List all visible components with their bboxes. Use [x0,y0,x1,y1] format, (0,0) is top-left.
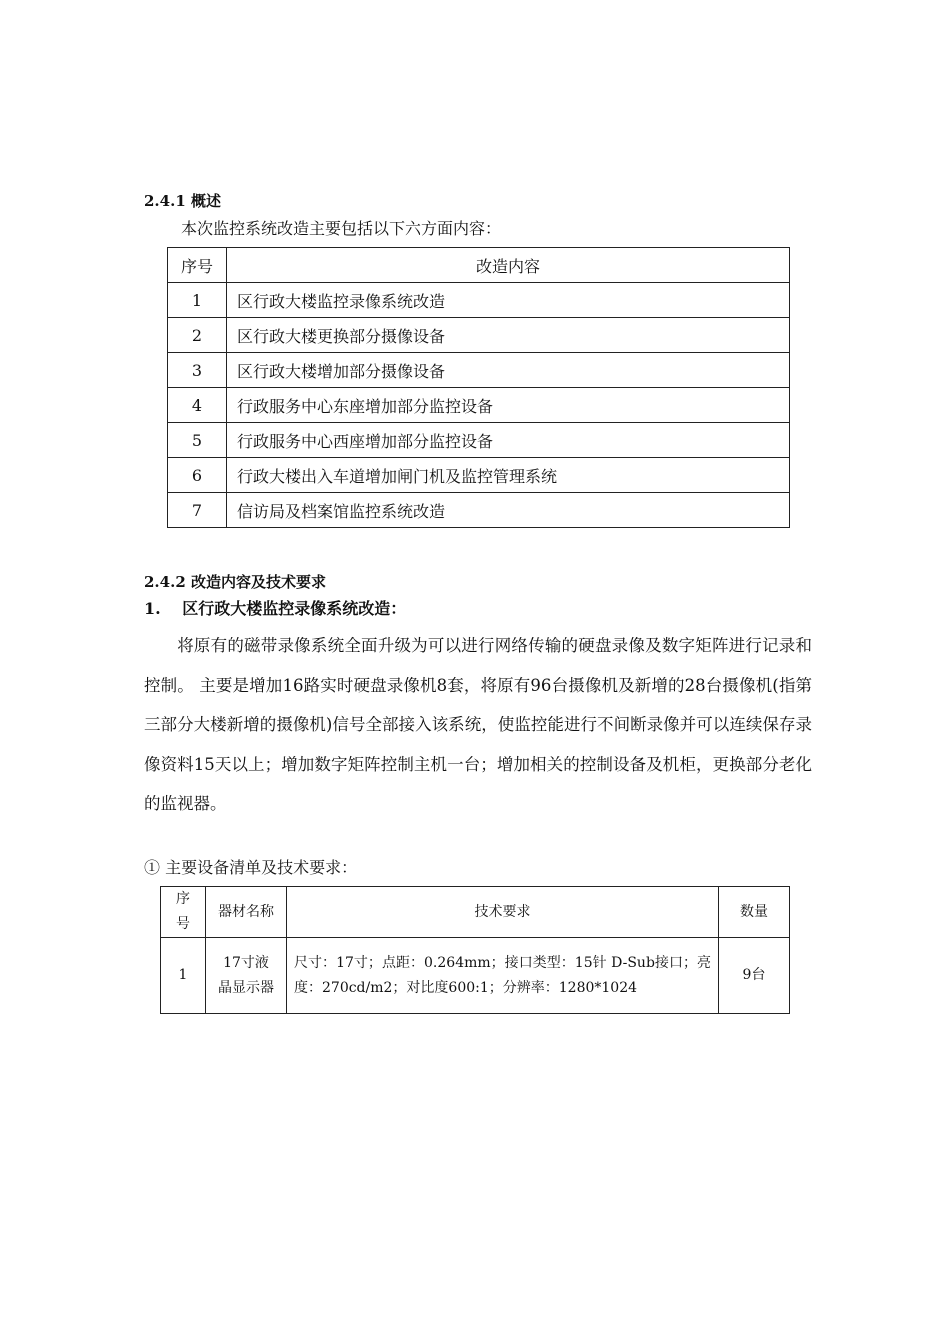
header-cell-qty: 数量 [719,887,790,938]
row-content: 行政服务中心东座增加部分监控设备 [227,388,790,423]
subheading-item-1: 1. 区行政大楼监控录像系统改造： [144,599,407,618]
row-content: 行政大楼出入车道增加闸门机及监控管理系统 [227,458,790,493]
row-no: 3 [168,353,227,388]
table-row [168,388,790,423]
row-qty: 9台 [719,938,790,1014]
row-content: 行政服务中心西座增加部分监控设备 [227,423,790,458]
renovation-table [167,247,790,528]
table-row [168,493,790,528]
table-row [168,423,790,458]
table-row [168,283,790,318]
section-heading-overview: 2.4.1 概述 [144,192,221,210]
body-paragraph [144,626,812,824]
equipment-list-title: ① 主要设备清单及技术要求： [144,858,358,877]
header-cell-name: 器材名称 [206,887,287,938]
table-row [168,318,790,353]
intro-text: 本次监控系统改造主要包括以下六方面内容： [181,219,502,238]
row-content: 区行政大楼更换部分摄像设备 [227,318,790,353]
row-content: 区行政大楼监控录像系统改造 [227,283,790,318]
row-no: 4 [168,388,227,423]
row-content: 区行政大楼增加部分摄像设备 [227,353,790,388]
equipment-table [160,886,790,1014]
body-paragraph-text: 将原有的磁带录像系统全面升级为可以进行网络传输的硬盘录像及数字矩阵进行记录和控制。 主要是增加16路实时硬盘录像机8套，将原有96台摄像机及新增的28台摄像机(指第三部分大楼新增的摄像机)信号全部接入该系统，使监控能进行不间断录像并可以连续保存录像资料15天以上；增加数字矩阵控制主机一台；增加相关的控制设备及机柜，更换部分老化的监视器。 [144,636,812,813]
header-cell-spec: 技术要求 [287,887,719,938]
table-row [168,353,790,388]
row-no: 1 [161,938,206,1014]
header-cell-no: 序号 [168,248,227,283]
section-heading-requirements: 2.4.2 改造内容及技术要求 [144,573,326,591]
row-no: 7 [168,493,227,528]
table-row [168,458,790,493]
table-row [161,938,790,1014]
table-header-row [161,887,790,938]
row-no: 2 [168,318,227,353]
header-cell-no: 序号 [161,887,206,938]
row-no: 6 [168,458,227,493]
row-name: 17寸液晶显示器 [206,938,287,1014]
row-no: 5 [168,423,227,458]
header-cell-content: 改造内容 [227,248,790,283]
row-content: 信访局及档案馆监控系统改造 [227,493,790,528]
row-no: 1 [168,283,227,318]
table-header-row [168,248,790,283]
row-spec: 尺寸：17寸；点距：0.264mm；接口类型：15针 D-Sub接口；亮度：270cd/m2；对比度600:1；分辨率：1280*1024 [287,938,719,1014]
